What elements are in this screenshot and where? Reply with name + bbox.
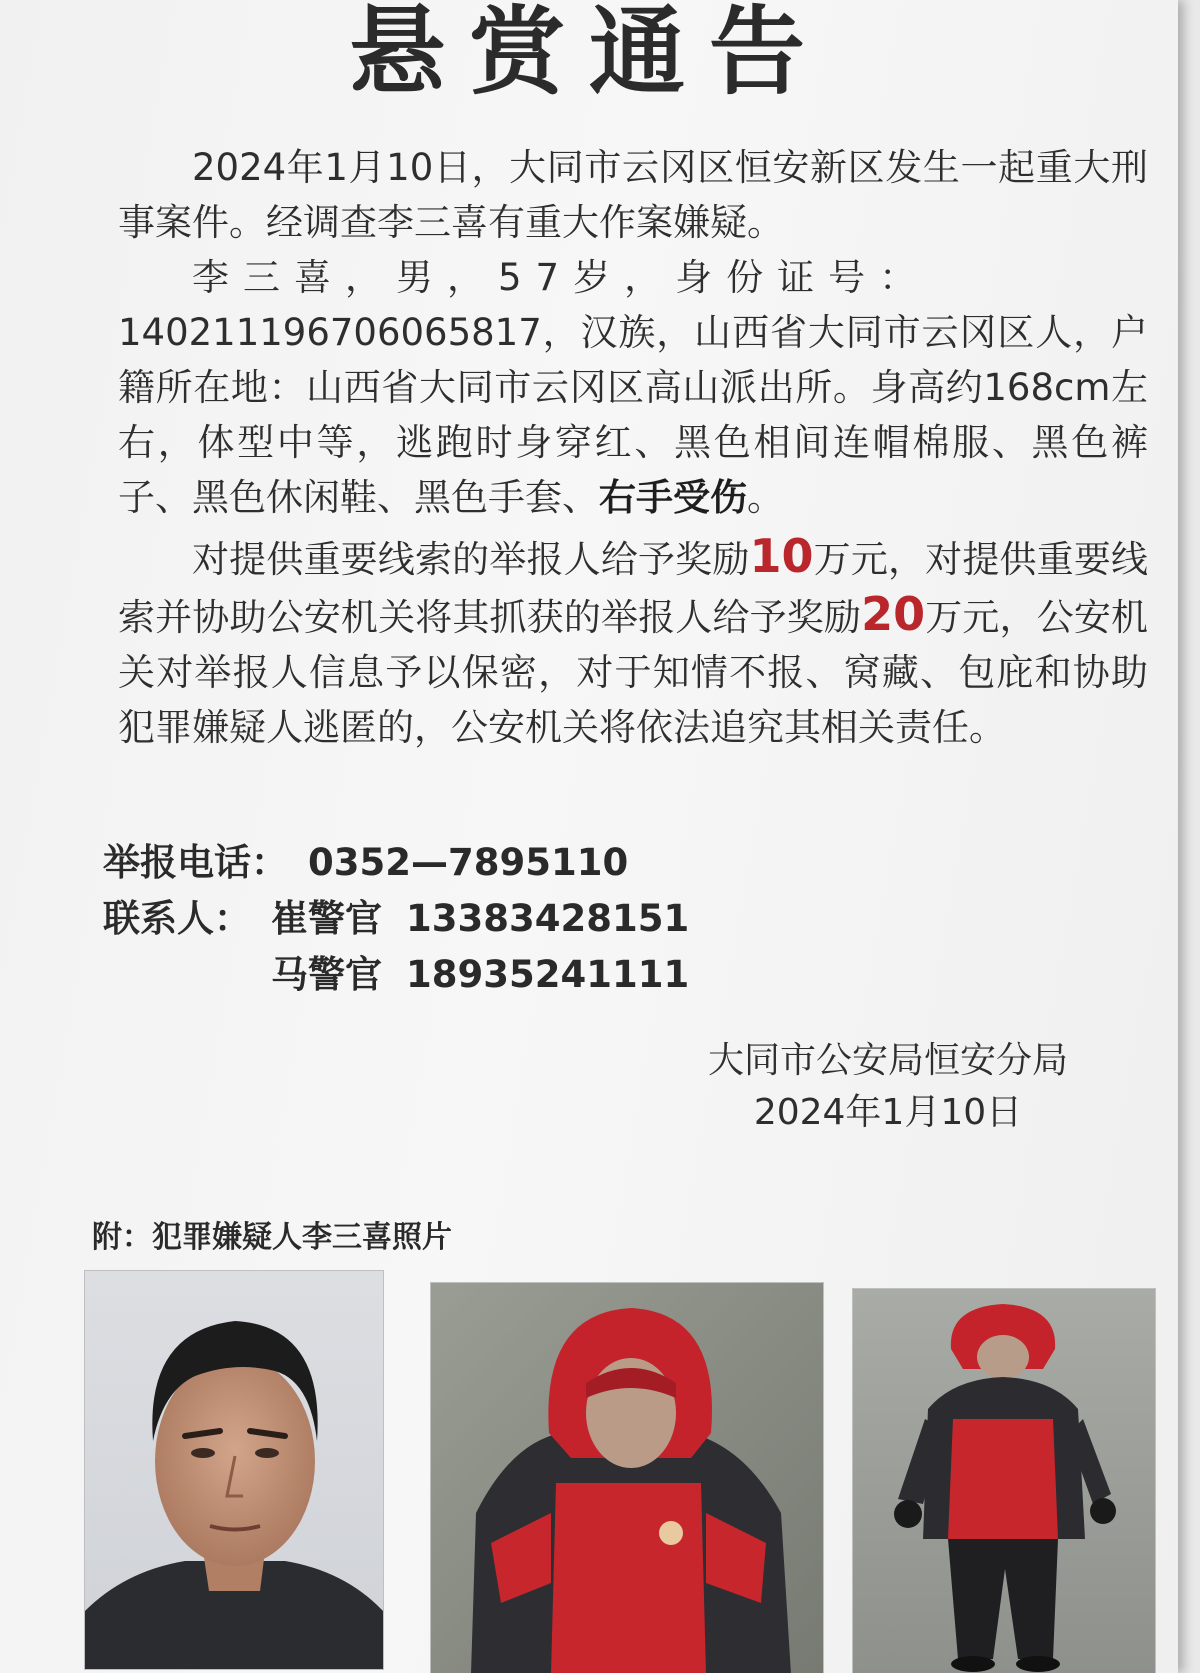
reward-amount-1: 10 [749,529,814,583]
reward-text-b: 万元，对提供重要线索并协助公安机关将其抓获的举报人给予奖励 [118,538,1149,639]
reward-amount-2: 20 [861,587,926,641]
report-phone-label: 举报电话： [103,841,288,884]
notice-body [118,140,1148,755]
contact-row-1 [103,891,689,947]
issue-date: 2024年1月10日 [753,1092,1023,1133]
contact-row-2 [103,947,689,1003]
portrait-image [85,1271,383,1669]
reward-text-a: 对提供重要线索的举报人给予奖励 [192,538,750,581]
officer-2-phone: 18935241111 [406,953,690,996]
injury-note: 右手受伤 [599,476,747,519]
contact-person-label: 联系人： [103,897,251,940]
issuer-block [708,1035,1068,1139]
notice-title: 悬赏通告 [349,0,829,108]
officer-1-phone: 13383428151 [406,897,690,940]
officer-1-name: 崔警官 [271,897,382,940]
case-paragraph: 2024年1月10日，大同市云冈区恒安新区发生一起重大刑事案件。经调查李三喜有重大作案嫌疑。 [118,146,1148,244]
reward-text-c: 万元，公安机关对举报人信息予以保密，对于知情不报、窝藏、包庇和协助犯罪嫌疑人逃匿的，公安机关将依法追究其相关责任。 [118,596,1149,749]
suspect-description [118,305,1148,525]
report-phone-number: 0352—7895110 [308,841,629,884]
surveillance-image-1 [431,1283,823,1673]
suspect-surveillance-photo-2 [852,1288,1156,1673]
officer-2-name: 马警官 [271,953,382,996]
surveillance-image-2 [853,1289,1155,1673]
report-phone-row [103,835,628,891]
description-end: 。 [747,476,784,519]
suspect-id-line: 李三喜，男，57岁，身份证号： [192,256,931,299]
reward-paragraph [118,529,1148,755]
suspect-portrait-photo [84,1270,384,1670]
attachment-label: 附：犯罪嫌疑人李三喜照片 [92,1220,452,1255]
suspect-surveillance-photo-1 [430,1282,824,1673]
issuer-name: 大同市公安局恒安分局 [707,1040,1068,1081]
suspect-details: 140211196706065817，汉族，山西省大同市云冈区人，户籍所在地：山西省大同市云冈区高山派出所。身高约168cm左右，体型中等，逃跑时身穿红、黑色相间连帽棉服、黑色裤子、黑色休闲鞋、黑色手套、 [118,311,1148,519]
